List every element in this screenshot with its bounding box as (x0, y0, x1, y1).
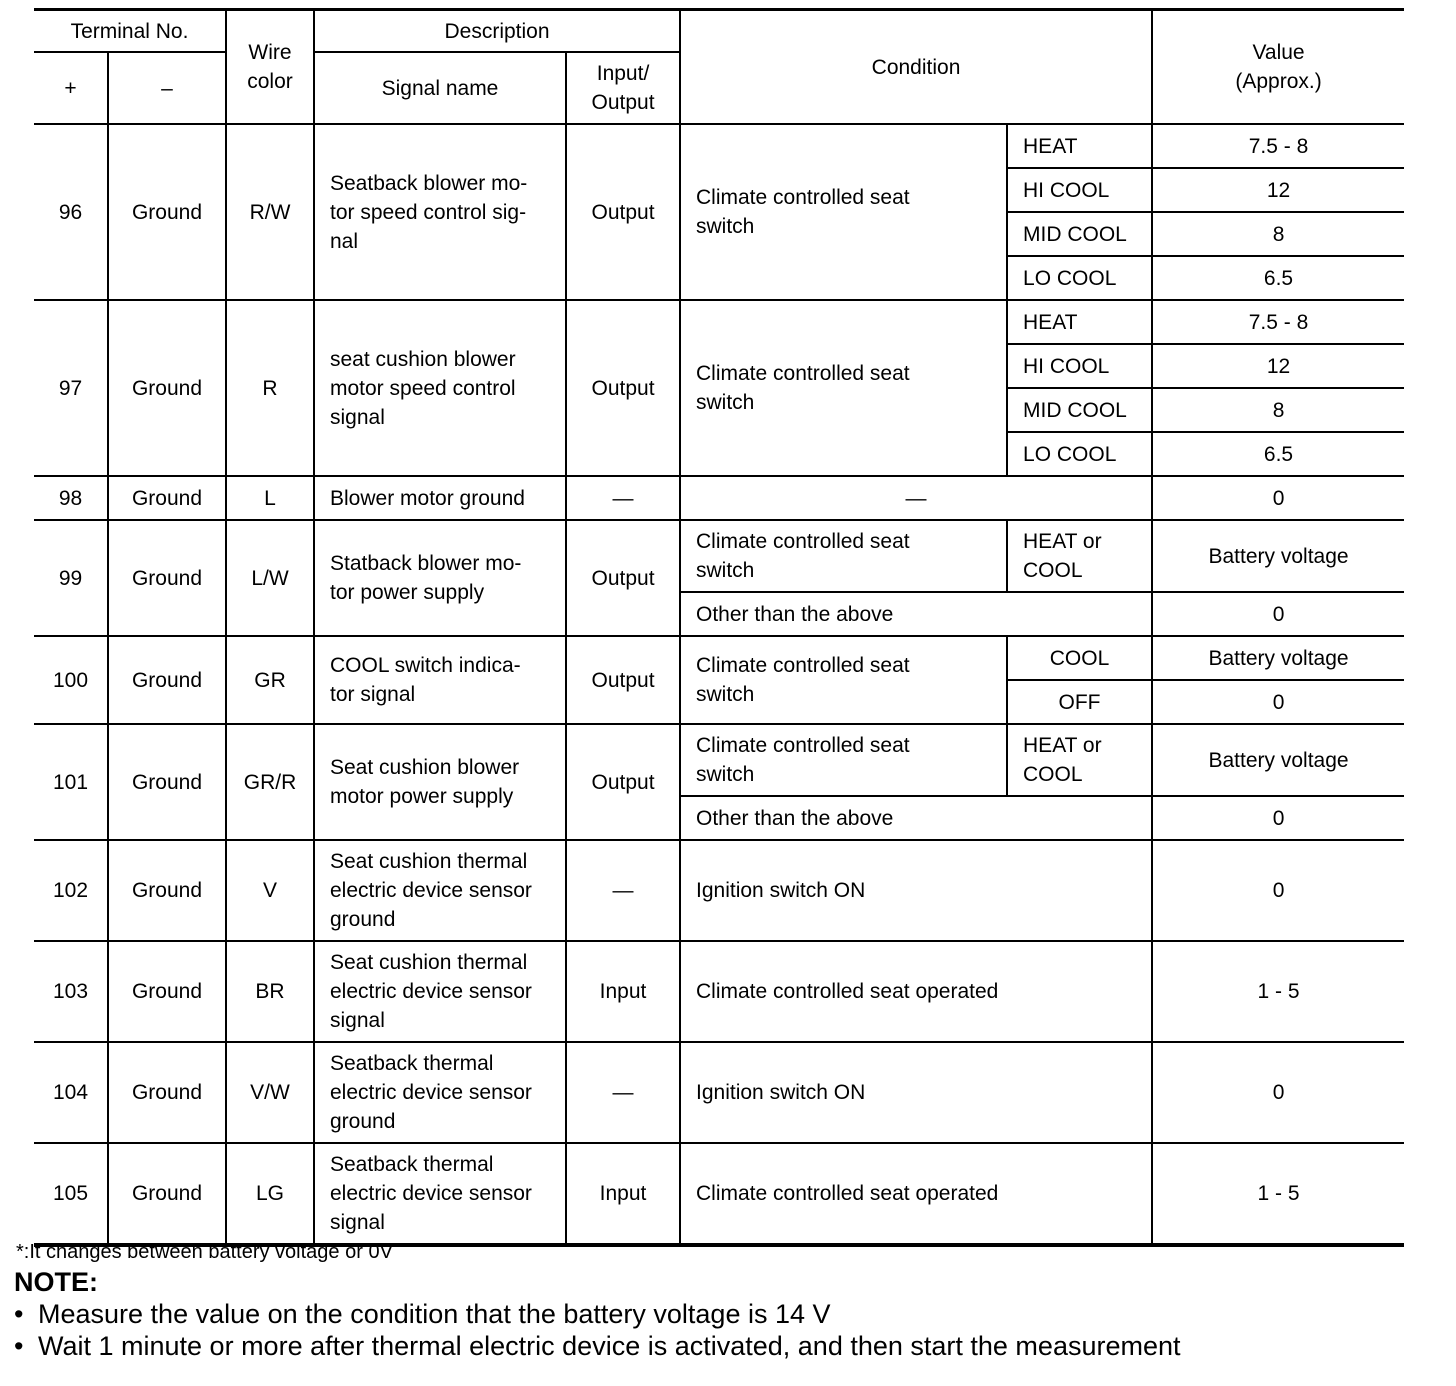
bullet: • (14, 1331, 24, 1361)
signal-name (314, 941, 566, 1042)
wire-color: L/W (226, 520, 314, 636)
terminal-minus: Ground (108, 1143, 226, 1245)
signal-name-line: motor power supply (330, 785, 514, 808)
table-row (34, 636, 1404, 680)
value-header-line2: (Approx.) (1235, 70, 1322, 93)
switch-state: COOL (1007, 636, 1152, 680)
input-output: Input (566, 1143, 680, 1245)
value: 8 (1152, 388, 1404, 432)
input-output: Output (566, 300, 680, 476)
value: 0 (1152, 1042, 1404, 1143)
condition-other: Other than the above (680, 592, 1152, 636)
wire-color-header (226, 10, 314, 125)
terminal-minus: Ground (108, 300, 226, 476)
input-output: — (566, 476, 680, 520)
signal-name (314, 1042, 566, 1143)
value: 8 (1152, 212, 1404, 256)
condition-header: Condition (680, 10, 1152, 125)
value: 6.5 (1152, 432, 1404, 476)
table-row (34, 1042, 1404, 1143)
switch-state-line: COOL (1023, 763, 1083, 786)
minus-header: – (108, 52, 226, 124)
signal-name-line: electric device sensor (330, 1081, 532, 1104)
switch-state: LO COOL (1007, 256, 1152, 300)
note-item (14, 1298, 1434, 1330)
value: Battery voltage (1152, 520, 1404, 592)
condition-line: switch (696, 559, 755, 582)
terminal-plus: 103 (34, 941, 108, 1042)
wire-color-header-line1: Wire (248, 41, 292, 64)
condition (680, 724, 1007, 796)
wire-color: V (226, 840, 314, 941)
value: 1 - 5 (1152, 1143, 1404, 1245)
value-header-line1: Value (1252, 41, 1305, 64)
io-header-line2: Output (591, 91, 655, 114)
value: 7.5 - 8 (1152, 300, 1404, 344)
signal-name-line: electric device sensor (330, 879, 532, 902)
value: Battery voltage (1152, 724, 1404, 796)
switch-state: HI COOL (1007, 168, 1152, 212)
signal-name (314, 840, 566, 941)
table-header (34, 10, 1404, 125)
value: 0 (1152, 592, 1404, 636)
table-body (34, 124, 1404, 1245)
condition (680, 300, 1007, 476)
value: 0 (1152, 796, 1404, 840)
switch-state: OFF (1007, 680, 1152, 724)
signal-name-line: Statback blower mo- (330, 552, 522, 575)
table-row (34, 300, 1404, 344)
terminal-minus: Ground (108, 520, 226, 636)
input-output: Output (566, 520, 680, 636)
switch-state: MID COOL (1007, 212, 1152, 256)
input-output: Output (566, 636, 680, 724)
signal-name-line: electric device sensor (330, 1182, 532, 1205)
wire-color-header-line2: color (247, 70, 293, 93)
footnote: *:It changes between battery voltage or 0V (16, 1241, 393, 1263)
io-header (566, 52, 680, 124)
input-output: Output (566, 124, 680, 300)
value: 0 (1152, 476, 1404, 520)
signal-name-line: tor speed control sig- (330, 200, 527, 224)
terminal-plus: 96 (34, 124, 108, 300)
switch-state-line: COOL (1023, 559, 1083, 582)
signal-name (314, 724, 566, 840)
condition-line: Climate controlled seat (696, 734, 910, 757)
terminal-plus: 101 (34, 724, 108, 840)
signal-name (314, 124, 566, 300)
terminal-spec-table (34, 8, 1404, 1247)
table-row (34, 1143, 1404, 1245)
terminal-minus: Ground (108, 636, 226, 724)
signal-name-header: Signal name (314, 52, 566, 124)
note-text: Wait 1 minute or more after thermal electric device is activated, and then start the measurement (38, 1331, 1181, 1361)
terminal-minus: Ground (108, 476, 226, 520)
terminal-plus: 105 (34, 1143, 108, 1245)
wire-color: L (226, 476, 314, 520)
switch-state: LO COOL (1007, 432, 1152, 476)
signal-name-line: nal (330, 229, 359, 253)
terminal-minus: Ground (108, 124, 226, 300)
value: 6.5 (1152, 256, 1404, 300)
signal-name-line: tor signal (330, 683, 416, 706)
input-output: — (566, 1042, 680, 1143)
terminal-plus: 100 (34, 636, 108, 724)
signal-name-line: motor speed control (330, 376, 516, 400)
table-row (34, 724, 1404, 796)
condition: Climate controlled seat operated (680, 941, 1152, 1042)
switch-state: HI COOL (1007, 344, 1152, 388)
table-row (34, 476, 1404, 520)
terminal-plus: 102 (34, 840, 108, 941)
condition-line: Climate controlled seat (696, 186, 910, 209)
signal-name-line: Seatback thermal (330, 1153, 494, 1176)
value: 12 (1152, 168, 1404, 212)
table-footer (14, 1238, 1434, 1362)
signal-name (314, 300, 566, 476)
condition-other: Other than the above (680, 796, 1152, 840)
value: 1 - 5 (1152, 941, 1404, 1042)
bullet: • (14, 1299, 24, 1329)
condition: — (680, 476, 1152, 520)
plus-header: + (34, 52, 108, 124)
condition: Climate controlled seat operated (680, 1143, 1152, 1245)
wire-color: R (226, 300, 314, 476)
terminal-minus: Ground (108, 1042, 226, 1143)
signal-name (314, 1143, 566, 1245)
wire-color: V/W (226, 1042, 314, 1143)
note-item (14, 1330, 1434, 1362)
switch-state-line: HEAT or (1023, 734, 1102, 757)
table-row (34, 840, 1404, 941)
switch-state-line: HEAT or (1023, 530, 1102, 553)
terminal-plus: 99 (34, 520, 108, 636)
table-row (34, 520, 1404, 592)
signal-name-line: Seatback thermal (330, 1052, 494, 1075)
condition (680, 520, 1007, 592)
terminal-plus: 97 (34, 300, 108, 476)
value: 0 (1152, 680, 1404, 724)
wire-color: R/W (226, 124, 314, 300)
condition-line: switch (696, 683, 755, 706)
input-output: — (566, 840, 680, 941)
signal-name (314, 520, 566, 636)
input-output: Output (566, 724, 680, 840)
condition (680, 124, 1007, 300)
signal-name-line: tor power supply (330, 581, 485, 604)
note-title: NOTE: (14, 1267, 98, 1297)
signal-name-line: electric device sensor (330, 980, 532, 1003)
signal-name-line: Seat cushion thermal (330, 850, 528, 873)
signal-name-line: Seatback blower mo- (330, 171, 528, 195)
signal-name-line: seat cushion blower (330, 347, 516, 371)
signal-name-line: Seat cushion blower (330, 756, 520, 779)
input-output: Input (566, 941, 680, 1042)
terminal-minus: Ground (108, 724, 226, 840)
wire-color: GR (226, 636, 314, 724)
terminal-plus: 104 (34, 1042, 108, 1143)
terminal-no-header: Terminal No. (34, 10, 226, 53)
value: 0 (1152, 840, 1404, 941)
condition-line: switch (696, 763, 755, 786)
condition (680, 636, 1007, 724)
switch-state: MID COOL (1007, 388, 1152, 432)
wire-color: LG (226, 1143, 314, 1245)
signal-name-line: signal (330, 405, 385, 429)
signal-name (314, 636, 566, 724)
value: 7.5 - 8 (1152, 124, 1404, 168)
switch-state (1007, 724, 1152, 796)
condition-line: Climate controlled seat (696, 654, 910, 677)
condition-line: switch (696, 215, 755, 238)
signal-name-line: signal (330, 1009, 385, 1032)
condition-line: Climate controlled seat (696, 530, 910, 553)
switch-state: HEAT (1007, 124, 1152, 168)
condition-line: Climate controlled seat (696, 362, 910, 385)
note-text: Measure the value on the condition that the battery voltage is 14 V (38, 1299, 831, 1329)
table-row (34, 941, 1404, 1042)
switch-state (1007, 520, 1152, 592)
condition: Ignition switch ON (680, 1042, 1152, 1143)
signal-name-line: ground (330, 1110, 396, 1133)
wire-color: BR (226, 941, 314, 1042)
value-header (1152, 10, 1404, 125)
table-row (34, 124, 1404, 168)
description-header: Description (314, 10, 680, 53)
signal-name-line: COOL switch indica- (330, 654, 521, 677)
terminal-minus: Ground (108, 941, 226, 1042)
signal-name: Blower motor ground (314, 476, 566, 520)
condition: Ignition switch ON (680, 840, 1152, 941)
wire-color: GR/R (226, 724, 314, 840)
signal-name-line: Seat cushion thermal (330, 951, 528, 974)
condition-line: switch (696, 391, 755, 414)
signal-name-line: signal (330, 1211, 385, 1234)
terminal-plus: 98 (34, 476, 108, 520)
value: Battery voltage (1152, 636, 1404, 680)
terminal-minus: Ground (108, 840, 226, 941)
signal-name-line: ground (330, 908, 396, 931)
value: 12 (1152, 344, 1404, 388)
io-header-line1: Input/ (596, 62, 650, 85)
switch-state: HEAT (1007, 300, 1152, 344)
